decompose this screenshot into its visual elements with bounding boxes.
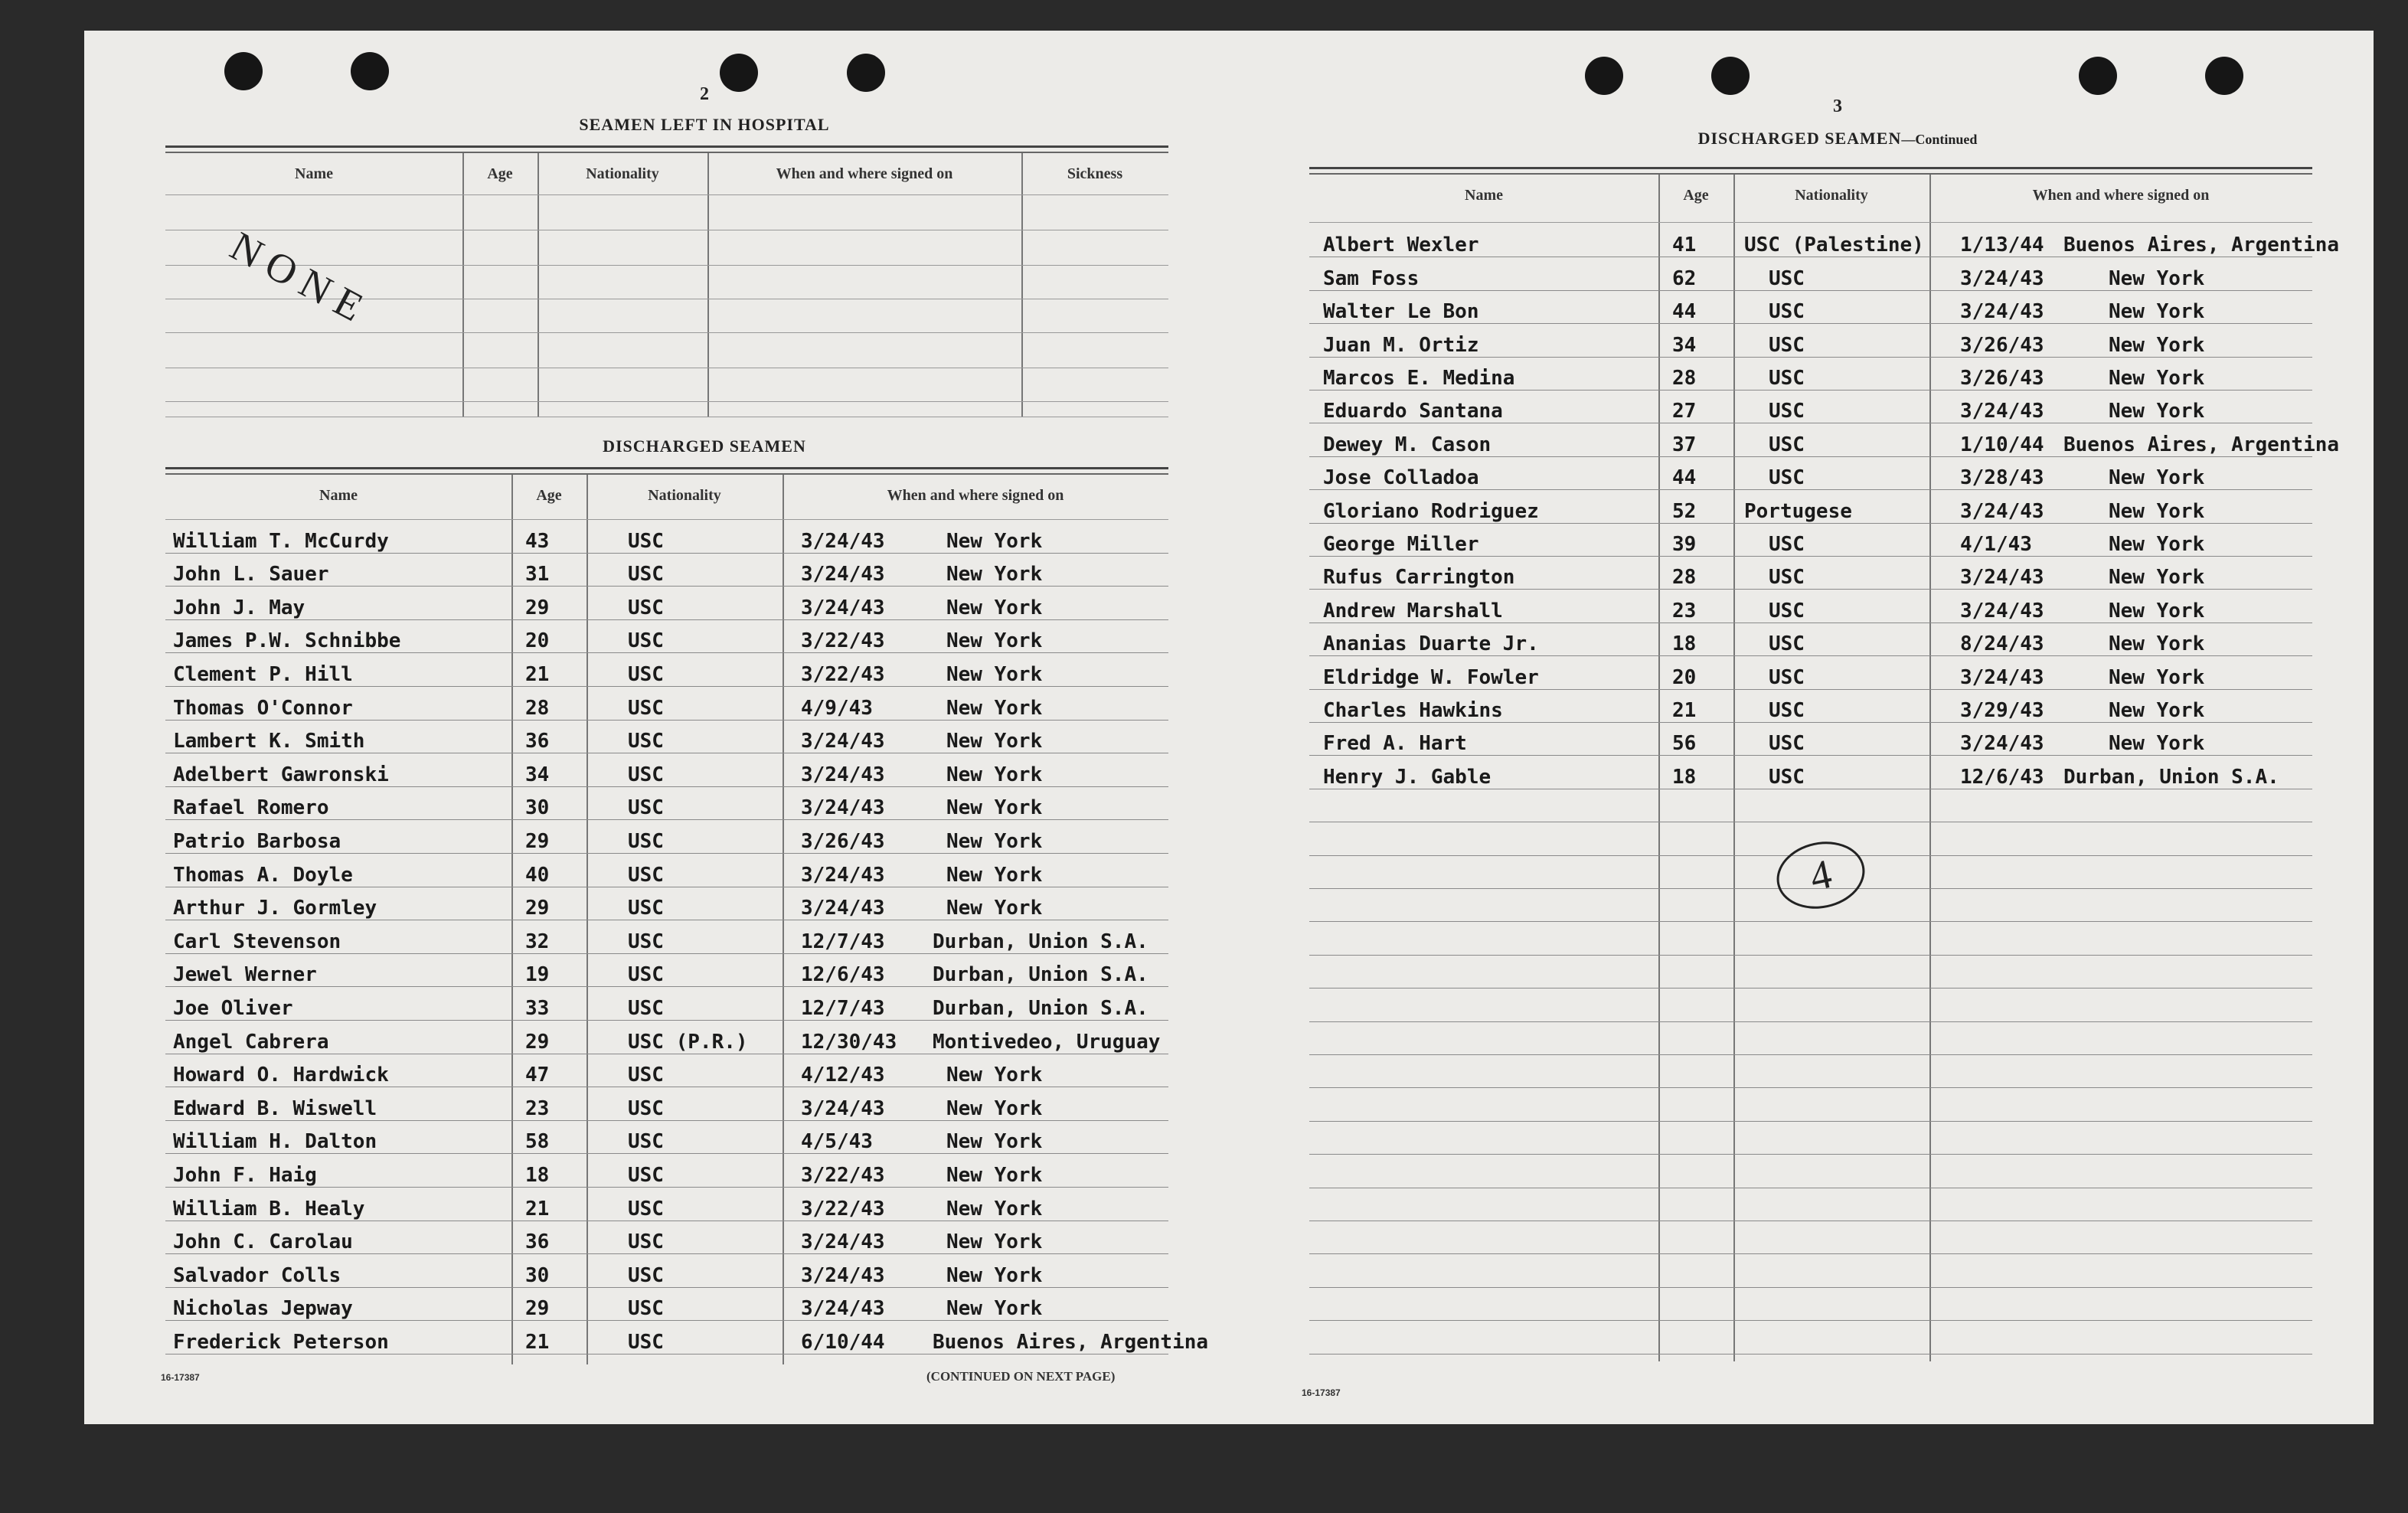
seaman-age: 44 bbox=[1672, 466, 1697, 490]
seaman-name: Patrio Barbosa bbox=[173, 829, 341, 853]
table-row bbox=[165, 1156, 1168, 1190]
table-row bbox=[1309, 692, 2312, 725]
signed-on-place: Durban, Union S.A. bbox=[933, 963, 1148, 987]
signed-on-place: Montivedeo, Uruguay bbox=[933, 1030, 1161, 1054]
seaman-name: Thomas O'Connor bbox=[173, 696, 353, 720]
table-row bbox=[165, 689, 1168, 723]
seaman-name: Jewel Werner bbox=[173, 963, 317, 987]
seaman-name: William H. Dalton bbox=[173, 1130, 377, 1154]
table-row bbox=[165, 522, 1168, 556]
signed-on-date: 3/24/43 bbox=[1960, 566, 2044, 590]
seaman-name: William B. Healy bbox=[173, 1197, 365, 1221]
form-number: 16-17387 bbox=[161, 1372, 200, 1383]
signed-on-place: New York bbox=[946, 829, 1043, 853]
table-row bbox=[165, 890, 1168, 923]
signed-on-place: New York bbox=[946, 1130, 1043, 1154]
seaman-nationality: USC bbox=[628, 1064, 664, 1087]
table-row bbox=[1309, 393, 2312, 426]
signed-on-date: 4/1/43 bbox=[1960, 532, 2032, 556]
seaman-nationality: USC bbox=[1769, 433, 1805, 456]
signed-on-place: New York bbox=[946, 1197, 1043, 1221]
seaman-name: Lambert K. Smith bbox=[173, 730, 365, 753]
discharged-continued-header bbox=[1309, 176, 2312, 222]
seaman-name: Eldridge W. Fowler bbox=[1323, 665, 1539, 689]
seaman-nationality: USC bbox=[628, 796, 664, 820]
seaman-nationality: USC bbox=[628, 563, 664, 587]
signed-on-date: 3/22/43 bbox=[801, 1163, 885, 1187]
seaman-age: 27 bbox=[1672, 400, 1697, 423]
seaman-nationality: USC bbox=[1769, 698, 1805, 722]
signed-on-place: New York bbox=[946, 629, 1043, 653]
signed-on-date: 3/24/43 bbox=[801, 1230, 885, 1254]
seaman-nationality: USC bbox=[1769, 266, 1805, 290]
seaman-name: Andrew Marshall bbox=[1323, 599, 1503, 623]
seaman-age: 23 bbox=[525, 1096, 550, 1120]
table-row bbox=[1309, 426, 2340, 459]
table-row bbox=[165, 822, 1168, 856]
seaman-nationality: USC bbox=[628, 1197, 664, 1221]
signed-on-place: New York bbox=[2109, 499, 2205, 523]
seaman-nationality: USC bbox=[628, 629, 664, 653]
signed-on-place: New York bbox=[946, 1163, 1043, 1187]
seaman-name: Adelbert Gawronski bbox=[173, 763, 389, 786]
column-header: Nationality bbox=[1795, 187, 1868, 204]
seaman-age: 34 bbox=[525, 763, 550, 786]
table-row bbox=[1309, 293, 2312, 326]
seaman-nationality: USC bbox=[628, 1330, 664, 1354]
signed-on-place: New York bbox=[2109, 266, 2205, 290]
signed-on-date: 3/24/43 bbox=[1960, 499, 2044, 523]
table-row bbox=[165, 1057, 1168, 1090]
signed-on-date: 3/24/43 bbox=[1960, 599, 2044, 623]
seaman-name: Marcos E. Medina bbox=[1323, 366, 1515, 390]
seaman-name: John J. May bbox=[173, 596, 305, 619]
seaman-age: 18 bbox=[1672, 632, 1697, 656]
column-header: Nationality bbox=[648, 487, 721, 504]
seaman-age: 62 bbox=[1672, 266, 1697, 290]
handwritten-none-note: NONE bbox=[223, 222, 379, 335]
signed-on-date: 3/24/43 bbox=[1960, 665, 2044, 689]
signed-on-place: New York bbox=[946, 696, 1043, 720]
discharged-section-title: DISCHARGED SEAMEN bbox=[603, 436, 806, 456]
seaman-nationality: USC bbox=[1769, 300, 1805, 324]
seaman-nationality: USC bbox=[628, 1263, 664, 1287]
seaman-name: Edward B. Wiswell bbox=[173, 1096, 377, 1120]
column-header: Sickness bbox=[1067, 165, 1123, 182]
signed-on-place: New York bbox=[946, 730, 1043, 753]
seaman-name: Charles Hawkins bbox=[1323, 698, 1503, 722]
seaman-age: 29 bbox=[525, 1030, 550, 1054]
signed-on-place: New York bbox=[946, 763, 1043, 786]
signed-on-date: 3/24/43 bbox=[801, 596, 885, 619]
table-row bbox=[1309, 758, 2312, 791]
column-header: Age bbox=[1683, 187, 1709, 204]
seaman-name: George Miller bbox=[1323, 532, 1479, 556]
seaman-name: Carl Stevenson bbox=[173, 930, 341, 953]
signed-on-date: 4/12/43 bbox=[801, 1064, 885, 1087]
column-header: Nationality bbox=[586, 165, 659, 182]
signed-on-place: New York bbox=[2109, 698, 2205, 722]
table-row bbox=[165, 1256, 1168, 1290]
seaman-name: Fred A. Hart bbox=[1323, 732, 1467, 756]
signed-on-date: 12/7/43 bbox=[801, 996, 885, 1020]
signed-on-date: 3/24/43 bbox=[1960, 400, 2044, 423]
seaman-age: 44 bbox=[1672, 300, 1697, 324]
table-row bbox=[1309, 492, 2312, 525]
seaman-age: 30 bbox=[525, 796, 550, 820]
signed-on-place: New York bbox=[2109, 333, 2205, 357]
signed-on-date: 12/6/43 bbox=[801, 963, 885, 987]
seaman-nationality: USC bbox=[1769, 532, 1805, 556]
seaman-name: Juan M. Ortiz bbox=[1323, 333, 1479, 357]
seaman-nationality: USC bbox=[1769, 599, 1805, 623]
table-row bbox=[1309, 658, 2312, 691]
seaman-name: Albert Wexler bbox=[1323, 234, 1479, 257]
table-row bbox=[1309, 326, 2312, 359]
seaman-nationality: USC bbox=[1769, 466, 1805, 490]
seaman-age: 47 bbox=[525, 1064, 550, 1087]
table-row bbox=[165, 789, 1168, 823]
seaman-name: Jose Colladoa bbox=[1323, 466, 1479, 490]
form-number: 16-17387 bbox=[1302, 1387, 1341, 1398]
seaman-age: 21 bbox=[1672, 698, 1697, 722]
signed-on-date: 3/24/43 bbox=[801, 796, 885, 820]
seaman-nationality: USC bbox=[628, 1297, 664, 1321]
signed-on-place: New York bbox=[946, 863, 1043, 887]
signed-on-date: 6/10/44 bbox=[801, 1330, 885, 1354]
page-number: 3 bbox=[1833, 96, 1842, 116]
table-row bbox=[165, 723, 1168, 756]
signed-on-date: 12/7/43 bbox=[801, 930, 885, 953]
table-row bbox=[165, 1023, 1168, 1057]
signed-on-date: 3/24/43 bbox=[1960, 732, 2044, 756]
signed-on-date: 3/24/43 bbox=[801, 897, 885, 920]
signed-on-date: 3/29/43 bbox=[1960, 698, 2044, 722]
table-row bbox=[165, 556, 1168, 590]
seaman-age: 19 bbox=[525, 963, 550, 987]
seaman-age: 43 bbox=[525, 529, 550, 553]
seaman-name: Eduardo Santana bbox=[1323, 400, 1503, 423]
discharged-continued-title: DISCHARGED SEAMEN—Continued bbox=[1697, 129, 1978, 148]
seaman-nationality: USC (Palestine) bbox=[1744, 234, 1924, 257]
seaman-name: John F. Haig bbox=[173, 1163, 317, 1187]
document-sheet bbox=[84, 31, 2374, 1424]
seaman-name: Rufus Carrington bbox=[1323, 566, 1515, 590]
table-row bbox=[1309, 360, 2312, 393]
seaman-age: 29 bbox=[525, 897, 550, 920]
signed-on-date: 3/24/43 bbox=[801, 863, 885, 887]
seaman-age: 18 bbox=[525, 1163, 550, 1187]
seaman-name: Angel Cabrera bbox=[173, 1030, 329, 1054]
signed-on-place: New York bbox=[2109, 300, 2205, 324]
discharged-table-header bbox=[165, 476, 1168, 519]
signed-on-place: New York bbox=[2109, 532, 2205, 556]
signed-on-place: Durban, Union S.A. bbox=[933, 930, 1148, 953]
signed-on-place: Buenos Aires, Argentina bbox=[933, 1330, 1209, 1354]
seaman-age: 28 bbox=[1672, 566, 1697, 590]
signed-on-place: New York bbox=[946, 796, 1043, 820]
signed-on-place: New York bbox=[2109, 732, 2205, 756]
seaman-nationality: USC bbox=[1769, 366, 1805, 390]
seaman-nationality: USC bbox=[628, 1130, 664, 1154]
seaman-nationality: USC bbox=[1769, 333, 1805, 357]
column-header: When and where signed on bbox=[887, 487, 1064, 504]
signed-on-place: Buenos Aires, Argentina bbox=[2063, 234, 2340, 257]
signed-on-place: New York bbox=[946, 1297, 1043, 1321]
signed-on-date: 4/9/43 bbox=[801, 696, 873, 720]
table-row bbox=[165, 923, 1168, 956]
seaman-age: 52 bbox=[1672, 499, 1697, 523]
seaman-age: 23 bbox=[1672, 599, 1697, 623]
signed-on-place: New York bbox=[2109, 466, 2205, 490]
seaman-name: Henry J. Gable bbox=[1323, 765, 1492, 789]
table-row bbox=[165, 623, 1168, 656]
seaman-nationality: USC bbox=[628, 763, 664, 786]
table-row bbox=[165, 756, 1168, 789]
seaman-age: 20 bbox=[525, 629, 550, 653]
column-header: Name bbox=[1465, 187, 1503, 204]
seaman-age: 21 bbox=[525, 1330, 550, 1354]
seaman-nationality: USC bbox=[628, 662, 664, 686]
signed-on-place: Durban, Union S.A. bbox=[933, 996, 1148, 1020]
table-row bbox=[1309, 592, 2312, 625]
signed-on-place: New York bbox=[946, 897, 1043, 920]
seaman-age: 36 bbox=[525, 1230, 550, 1254]
signed-on-date: 3/24/43 bbox=[801, 1263, 885, 1287]
table-row bbox=[165, 655, 1168, 689]
seaman-name: Walter Le Bon bbox=[1323, 300, 1479, 324]
seaman-age: 31 bbox=[525, 563, 550, 587]
hospital-table-header bbox=[165, 155, 1168, 194]
seaman-nationality: USC bbox=[628, 863, 664, 887]
signed-on-date: 4/5/43 bbox=[801, 1130, 873, 1154]
seaman-name: Sam Foss bbox=[1323, 266, 1420, 290]
signed-on-date: 3/24/43 bbox=[1960, 266, 2044, 290]
seaman-age: 58 bbox=[525, 1130, 550, 1154]
hospital-section-title: SEAMEN LEFT IN HOSPITAL bbox=[579, 115, 830, 134]
seaman-nationality: Portugese bbox=[1744, 499, 1852, 523]
signed-on-place: New York bbox=[946, 596, 1043, 619]
seaman-nationality: USC bbox=[628, 930, 664, 953]
seaman-age: 39 bbox=[1672, 532, 1697, 556]
signed-on-date: 3/26/43 bbox=[1960, 333, 2044, 357]
signed-on-place: New York bbox=[946, 529, 1043, 553]
signed-on-date: 1/10/44 bbox=[1960, 433, 2044, 456]
column-header: Name bbox=[295, 165, 333, 182]
seaman-age: 41 bbox=[1672, 234, 1697, 257]
column-header: Age bbox=[487, 165, 513, 182]
seaman-name: Dewey M. Cason bbox=[1323, 433, 1492, 456]
column-header: Age bbox=[536, 487, 562, 504]
seaman-nationality: USC bbox=[628, 596, 664, 619]
signed-on-date: 3/24/43 bbox=[801, 1297, 885, 1321]
left-page bbox=[161, 31, 1248, 1424]
column-header: When and where signed on bbox=[2032, 187, 2210, 204]
seaman-nationality: USC bbox=[628, 696, 664, 720]
seaman-age: 20 bbox=[1672, 665, 1697, 689]
seaman-name: Arthur J. Gormley bbox=[173, 897, 377, 920]
seaman-nationality: USC bbox=[628, 1096, 664, 1120]
seaman-name: Rafael Romero bbox=[173, 796, 329, 820]
seaman-age: 37 bbox=[1672, 433, 1697, 456]
signed-on-place: New York bbox=[946, 1064, 1043, 1087]
discharged-table bbox=[165, 467, 1209, 1371]
signed-on-date: 3/22/43 bbox=[801, 662, 885, 686]
seaman-nationality: USC bbox=[628, 829, 664, 853]
seaman-nationality: USC bbox=[628, 730, 664, 753]
table-row bbox=[1309, 227, 2340, 260]
seaman-nationality: USC bbox=[1769, 566, 1805, 590]
table-row bbox=[165, 1190, 1168, 1224]
table-row bbox=[165, 989, 1168, 1023]
seaman-name: Nicholas Jepway bbox=[173, 1297, 353, 1321]
seaman-age: 56 bbox=[1672, 732, 1697, 756]
seaman-name: Salvador Colls bbox=[173, 1263, 341, 1287]
seaman-name: William T. McCurdy bbox=[173, 529, 389, 553]
continued-note: (CONTINUED ON NEXT PAGE) bbox=[926, 1369, 1116, 1384]
signed-on-place: New York bbox=[2109, 632, 2205, 656]
signed-on-date: 3/24/43 bbox=[801, 730, 885, 753]
seaman-name: Ananias Duarte Jr. bbox=[1323, 632, 1539, 656]
seaman-nationality: USC bbox=[628, 963, 664, 987]
signed-on-place: New York bbox=[2109, 665, 2205, 689]
signed-on-place: New York bbox=[946, 662, 1043, 686]
seaman-age: 32 bbox=[525, 930, 550, 953]
seaman-age: 28 bbox=[1672, 366, 1697, 390]
seaman-name: Gloriano Rodriguez bbox=[1323, 499, 1539, 523]
table-row bbox=[1309, 626, 2312, 658]
seaman-age: 30 bbox=[525, 1263, 550, 1287]
seaman-nationality: USC bbox=[628, 897, 664, 920]
seaman-name: John C. Carolau bbox=[173, 1230, 353, 1254]
seaman-name: James P.W. Schnibbe bbox=[173, 629, 401, 653]
seaman-age: 34 bbox=[1672, 333, 1697, 357]
seaman-age: 40 bbox=[525, 863, 550, 887]
seaman-nationality: USC bbox=[1769, 732, 1805, 756]
signed-on-place: New York bbox=[2109, 400, 2205, 423]
seaman-name: Frederick Peterson bbox=[173, 1330, 389, 1354]
signed-on-date: 3/24/43 bbox=[801, 529, 885, 553]
signed-on-date: 3/24/43 bbox=[801, 563, 885, 587]
signed-on-date: 3/24/43 bbox=[801, 763, 885, 786]
table-row bbox=[1309, 459, 2312, 492]
table-row bbox=[1309, 725, 2312, 758]
right-page bbox=[1302, 31, 2374, 1424]
page-number: 2 bbox=[700, 84, 709, 104]
signed-on-place: Durban, Union S.A. bbox=[2063, 765, 2279, 789]
table-row bbox=[165, 1090, 1168, 1123]
table-row bbox=[1309, 559, 2312, 592]
seaman-age: 28 bbox=[525, 696, 550, 720]
column-header: Name bbox=[319, 487, 358, 504]
signed-on-place: New York bbox=[946, 563, 1043, 587]
signed-on-date: 8/24/43 bbox=[1960, 632, 2044, 656]
seaman-age: 29 bbox=[525, 829, 550, 853]
seaman-nationality: USC bbox=[1769, 400, 1805, 423]
signed-on-date: 3/26/43 bbox=[801, 829, 885, 853]
signed-on-place: New York bbox=[2109, 366, 2205, 390]
table-row bbox=[165, 1323, 1209, 1357]
signed-on-place: New York bbox=[946, 1230, 1043, 1254]
table-row bbox=[165, 1290, 1168, 1324]
column-header: When and where signed on bbox=[776, 165, 953, 182]
signed-on-date: 1/13/44 bbox=[1960, 234, 2044, 257]
seaman-nationality: USC bbox=[628, 1230, 664, 1254]
seaman-nationality: USC (P.R.) bbox=[628, 1030, 748, 1054]
table-row bbox=[165, 956, 1168, 990]
signed-on-date: 12/30/43 bbox=[801, 1030, 897, 1054]
seaman-name: Clement P. Hill bbox=[173, 662, 353, 686]
signed-on-place: Buenos Aires, Argentina bbox=[2063, 433, 2340, 456]
seaman-age: 29 bbox=[525, 596, 550, 619]
signed-on-date: 3/24/43 bbox=[801, 1096, 885, 1120]
seaman-age: 33 bbox=[525, 996, 550, 1020]
seaman-nationality: USC bbox=[1769, 632, 1805, 656]
seaman-age: 18 bbox=[1672, 765, 1697, 789]
table-row bbox=[1309, 526, 2312, 559]
signed-on-date: 12/6/43 bbox=[1960, 765, 2044, 789]
signed-on-place: New York bbox=[2109, 566, 2205, 590]
discharged-continued-table bbox=[1309, 167, 2340, 1392]
seaman-name: Joe Oliver bbox=[173, 996, 293, 1020]
seaman-nationality: USC bbox=[628, 529, 664, 553]
seaman-name: Thomas A. Doyle bbox=[173, 863, 353, 887]
signed-on-place: New York bbox=[946, 1096, 1043, 1120]
table-row bbox=[165, 589, 1168, 623]
seaman-age: 21 bbox=[525, 662, 550, 686]
seaman-nationality: USC bbox=[628, 996, 664, 1020]
signed-on-date: 3/28/43 bbox=[1960, 466, 2044, 490]
table-row bbox=[165, 856, 1168, 890]
seaman-name: Howard O. Hardwick bbox=[173, 1064, 389, 1087]
seaman-age: 29 bbox=[525, 1297, 550, 1321]
signed-on-date: 3/22/43 bbox=[801, 629, 885, 653]
signed-on-place: New York bbox=[2109, 599, 2205, 623]
signed-on-place: New York bbox=[946, 1263, 1043, 1287]
signed-on-date: 3/22/43 bbox=[801, 1197, 885, 1221]
circled-page-mark: 4 bbox=[1770, 834, 1871, 917]
table-row bbox=[1309, 260, 2312, 292]
seaman-age: 21 bbox=[525, 1197, 550, 1221]
seaman-age: 36 bbox=[525, 730, 550, 753]
table-row bbox=[165, 1224, 1168, 1257]
seaman-nationality: USC bbox=[628, 1163, 664, 1187]
seaman-nationality: USC bbox=[1769, 665, 1805, 689]
seaman-name: John L. Sauer bbox=[173, 563, 329, 587]
seaman-nationality: USC bbox=[1769, 765, 1805, 789]
table-row bbox=[165, 1123, 1168, 1157]
signed-on-date: 3/26/43 bbox=[1960, 366, 2044, 390]
signed-on-date: 3/24/43 bbox=[1960, 300, 2044, 324]
